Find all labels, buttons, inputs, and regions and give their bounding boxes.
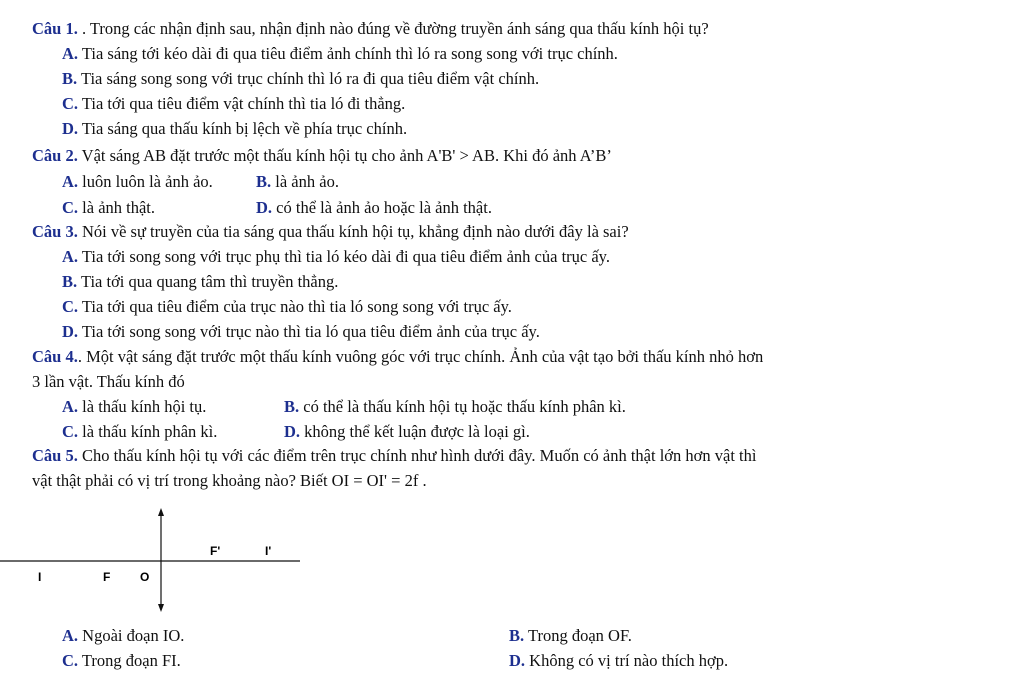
question-number: Câu 4. <box>32 347 78 366</box>
label-o: O <box>140 570 150 584</box>
question-4 <box>32 347 763 367</box>
option-1b <box>62 69 539 89</box>
option-key: D. <box>256 198 273 217</box>
label-i-prime: I' <box>265 544 272 558</box>
option-5a <box>62 626 184 646</box>
option-text: là thấu kính hội tụ. <box>78 397 207 416</box>
option-key: C. <box>62 422 79 441</box>
question-text: Nói về sự truyền của tia sáng qua thấu kính hội tụ, khẳng định nào dưới đây là sai? <box>77 222 629 241</box>
option-key: B. <box>62 69 78 88</box>
option-3c <box>62 297 512 317</box>
question-4-cont: 3 lần vật. Thấu kính đó <box>32 372 185 391</box>
lens-bottom-arrow <box>158 604 164 612</box>
option-text: Không có vị trí nào thích hợp. <box>525 651 729 670</box>
option-text: Tia tới qua tiêu điểm vật chính thì tia ló đi thẳng. <box>78 94 406 113</box>
option-3d <box>62 322 540 342</box>
option-key: A. <box>62 247 79 266</box>
option-2c <box>62 198 155 218</box>
option-text: là ảnh thật. <box>78 198 156 217</box>
option-2b <box>256 172 339 192</box>
option-key: C. <box>62 651 79 670</box>
option-key: B. <box>62 272 78 291</box>
option-key: C. <box>62 94 79 113</box>
question-5-cont: vật thật phải có vị trí trong khoảng nào? Biết OI = OI' = 2f . <box>32 471 427 490</box>
option-5d <box>509 651 728 671</box>
question-5 <box>32 446 756 466</box>
principal-axis-diagram <box>150 508 310 612</box>
option-key: B. <box>284 397 300 416</box>
question-text: Cho thấu kính hội tụ với các điểm trên trục chính như hình dưới đây. Muốn có ảnh thật lớn hơn vật thì <box>77 446 757 465</box>
option-4d <box>284 422 530 442</box>
option-key: B. <box>509 626 525 645</box>
lens-top-arrow <box>158 508 164 516</box>
option-text: luôn luôn là ảnh ảo. <box>78 172 213 191</box>
option-key: C. <box>62 198 79 217</box>
option-text: có thể là thấu kính hội tụ hoặc thấu kính phân kì. <box>299 397 626 416</box>
option-3a <box>62 247 610 267</box>
principal-axis-left <box>0 508 150 612</box>
option-key: D. <box>62 322 79 341</box>
option-key: A. <box>62 172 79 191</box>
question-number: Câu 1. <box>32 19 78 38</box>
question-text: . Một vật sáng đặt trước một thấu kính vuông góc với trục chính. Ảnh của vật tạo bởi thấu kính nhỏ hơn <box>77 347 764 366</box>
question-number: Câu 5. <box>32 446 78 465</box>
option-text: có thể là ảnh ảo hoặc là ảnh thật. <box>272 198 492 217</box>
question-number: Câu 2. <box>32 146 78 165</box>
option-key: C. <box>62 297 79 316</box>
option-3b <box>62 272 338 292</box>
option-text: là ảnh ảo. <box>271 172 339 191</box>
question-number: Câu 3. <box>32 222 78 241</box>
option-key: D. <box>509 651 526 670</box>
question-2 <box>32 146 612 166</box>
option-text: Tia sáng qua thấu kính bị lệch về phía trục chính. <box>78 119 408 138</box>
option-text: Tia sáng tới kéo dài đi qua tiêu điểm ảnh chính thì ló ra song song với trục chính. <box>78 44 618 63</box>
option-text: Trong đoạn FI. <box>78 651 181 670</box>
option-text: Tia tới qua quang tâm thì truyền thẳng. <box>77 272 339 291</box>
question-1 <box>32 19 709 39</box>
option-5c <box>62 651 181 671</box>
option-text: Ngoài đoạn IO. <box>78 626 185 645</box>
label-f: F <box>103 570 111 584</box>
question-3 <box>32 222 629 242</box>
option-text: Tia tới qua tiêu điểm của trục nào thì tia ló song song với trục ấy. <box>78 297 512 316</box>
option-key: B. <box>256 172 272 191</box>
option-1a <box>62 44 618 64</box>
option-key: A. <box>62 397 79 416</box>
question-text: . Trong các nhận định sau, nhận định nào đúng về đường truyền ánh sáng qua thấu kính hội tụ? <box>77 19 709 38</box>
option-text: Tia tới song song với trục phụ thì tia ló kéo dài đi qua tiêu điểm ảnh của trục ấy. <box>78 247 610 266</box>
option-1d <box>62 119 407 139</box>
option-2d <box>256 198 492 218</box>
option-key: D. <box>284 422 301 441</box>
option-key: A. <box>62 626 79 645</box>
option-4c <box>62 422 217 442</box>
option-4a <box>62 397 206 417</box>
option-5b <box>509 626 632 646</box>
option-2a <box>62 172 213 192</box>
option-text: không thể kết luận được là loại gì. <box>300 422 530 441</box>
option-key: A. <box>62 44 79 63</box>
label-i: I <box>38 570 42 584</box>
option-text: Tia sáng song song với trục chính thì ló ra đi qua tiêu điểm vật chính. <box>77 69 540 88</box>
question-text: Vật sáng AB đặt trước một thấu kính hội tụ cho ảnh A'B' > AB. Khi đó ảnh A’B’ <box>77 146 612 165</box>
option-1c <box>62 94 405 114</box>
option-key: D. <box>62 119 79 138</box>
option-text: là thấu kính phân kì. <box>78 422 218 441</box>
option-text: Trong đoạn OF. <box>524 626 632 645</box>
option-4b <box>284 397 626 417</box>
option-text: Tia tới song song với trục nào thì tia ló qua tiêu điểm ảnh của trục ấy. <box>78 322 540 341</box>
label-f-prime: F' <box>210 544 221 558</box>
